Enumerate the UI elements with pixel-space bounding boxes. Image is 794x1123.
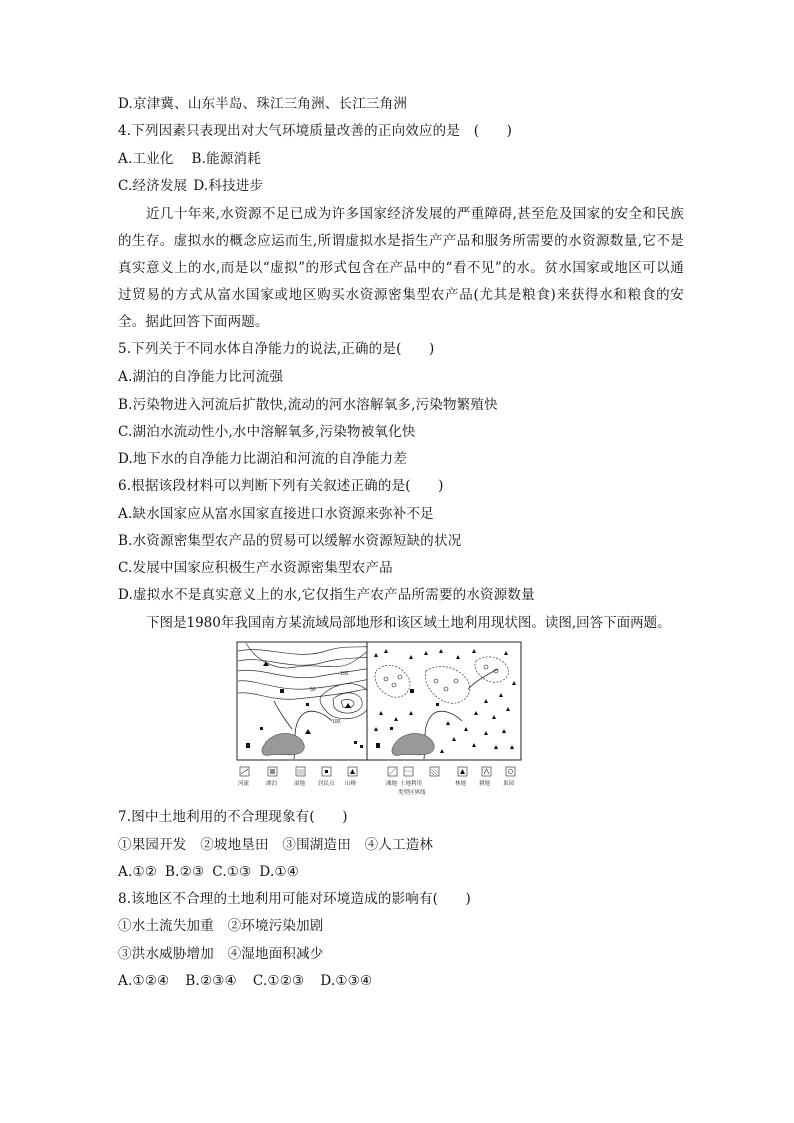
legend-hatch	[430, 767, 439, 776]
q5-stem: 5.下列关于不同水体自净能力的说法,正确的是( )	[118, 341, 435, 357]
legend-farmland	[479, 767, 491, 787]
passage: 近几十年来,水资源不足已成为许多国家经济发展的严重障碍,甚至危及国家的安全和民族的生存。虚拟水的概念应运而生,所谓虚拟水是指生产产品和服务所需要的水资源数量,它不是真实意义上的水,而是以“虚拟”的形式包含在产品中的“看不见”的水。贫水国家或地区可以通过贸易的方式从富水国家或地区购买水资源密集型农产品(尤其是粮食)来获得水和粮食的安全。据此回答下面两题。	[118, 206, 684, 330]
q8-options	[118, 972, 372, 990]
legend-wetland	[294, 767, 306, 787]
svg-text:湖泊: 湖泊	[266, 781, 278, 787]
contour-label-1: 100	[340, 671, 349, 677]
terrain-land-use-figure	[236, 641, 522, 801]
svg-text:河流: 河流	[238, 781, 250, 787]
legend-settlement	[318, 767, 335, 787]
q3-option-d: D.京津冀、山东半岛、珠江三角洲、长江三角洲	[118, 96, 408, 112]
legend-river	[238, 767, 250, 787]
q7-options	[118, 863, 299, 881]
q5-option-c: C.湖泊水流动性小,水中溶解氧多,污染物被氧化快	[118, 424, 416, 440]
svg-text:林地: 林地	[455, 781, 467, 787]
q4-option-a: A.工业化	[118, 151, 174, 167]
q7-option-d: D.①④	[259, 864, 300, 880]
q8-items-2: ③洪水威胁增加 ④湿地面积减少	[118, 946, 324, 962]
q6-option-b: B.水资源密集型农产品的贸易可以缓解水资源短缺的状况	[118, 533, 462, 549]
q8-option-a: A.①②④	[118, 973, 170, 989]
q8-items-1: ①水土流失加重 ②环境污染加剧	[118, 918, 324, 934]
q6-stem: 6.根据该段材料可以判断下列有关叙述正确的是( )	[118, 478, 444, 494]
legend-land-use-boundary	[398, 767, 426, 796]
svg-text:土地利用: 土地利用	[400, 781, 423, 787]
q5-option-d: D.地下水的自净能力比湖泊和河流的自净能力差	[118, 451, 408, 467]
q7-items: ①果园开发 ②坡地垦田 ③围湖造田 ④人工造林	[118, 837, 434, 853]
q5-option-b: B.污染物进入河流后扩散快,流动的河水溶解氧多,污染物繁殖快	[118, 397, 498, 413]
q7-option-c: C.①③	[212, 864, 252, 880]
q4-option-c: C.经济发展	[118, 178, 188, 194]
svg-text:耕地: 耕地	[479, 781, 491, 787]
q7-option-a: A.①②	[118, 864, 158, 880]
q7-stem: 7.图中土地利用的不合理现象有( )	[118, 809, 348, 825]
q6-option-d: D.虚拟水不是真实意义上的水,它仅指生产农产品所需要的水资源数量	[118, 587, 535, 603]
q4-option-b: B.能源消耗	[191, 151, 261, 167]
svg-text:滩地: 滩地	[386, 781, 398, 787]
q6-option-a: A.缺水国家应从富水国家直接进口水资源来弥补不足	[118, 506, 434, 522]
q4-stem: 4.下列因素只表现出对大气环境质量改善的正向效应的是 ( )	[118, 123, 513, 139]
land-use-map-frame	[367, 642, 521, 760]
q8-option-d: D.①③④	[320, 973, 373, 989]
q5-option-a: A.湖泊的自净能力比河流强	[118, 369, 284, 385]
legend-shoal	[386, 767, 398, 787]
q8-stem: 8.该地区不合理的土地利用可能对环境造成的影响有( )	[118, 891, 472, 907]
legend-lake	[266, 767, 278, 787]
legend-peak	[345, 767, 357, 787]
svg-text:山峰: 山峰	[345, 781, 357, 787]
svg-text:类型区界线: 类型区界线	[398, 790, 426, 796]
legend	[238, 767, 515, 796]
q8-option-b: B.②③④	[185, 973, 237, 989]
svg-text:居民点: 居民点	[318, 781, 335, 787]
legend-orchard	[503, 767, 515, 787]
figure-caption: 下图是1980年我国南方某流域局部地形和该区域土地利用现状图。读图,回答下面两题。	[146, 615, 671, 631]
svg-text:湿地: 湿地	[294, 781, 306, 787]
legend-forest	[455, 767, 467, 787]
q4-options-row-2	[118, 177, 263, 195]
q4-options-row-1	[118, 150, 261, 168]
svg-text:果园: 果园	[503, 781, 515, 787]
q7-option-b: B.②③	[165, 864, 205, 880]
q6-option-c: C.发展中国家应积极生产水资源密集型农产品	[118, 560, 393, 576]
contour-label-3: 100	[332, 719, 341, 725]
q4-option-d: D.科技进步	[193, 178, 264, 194]
contour-label-2: 50	[310, 687, 316, 693]
q8-option-c: C.①②③	[252, 973, 305, 989]
